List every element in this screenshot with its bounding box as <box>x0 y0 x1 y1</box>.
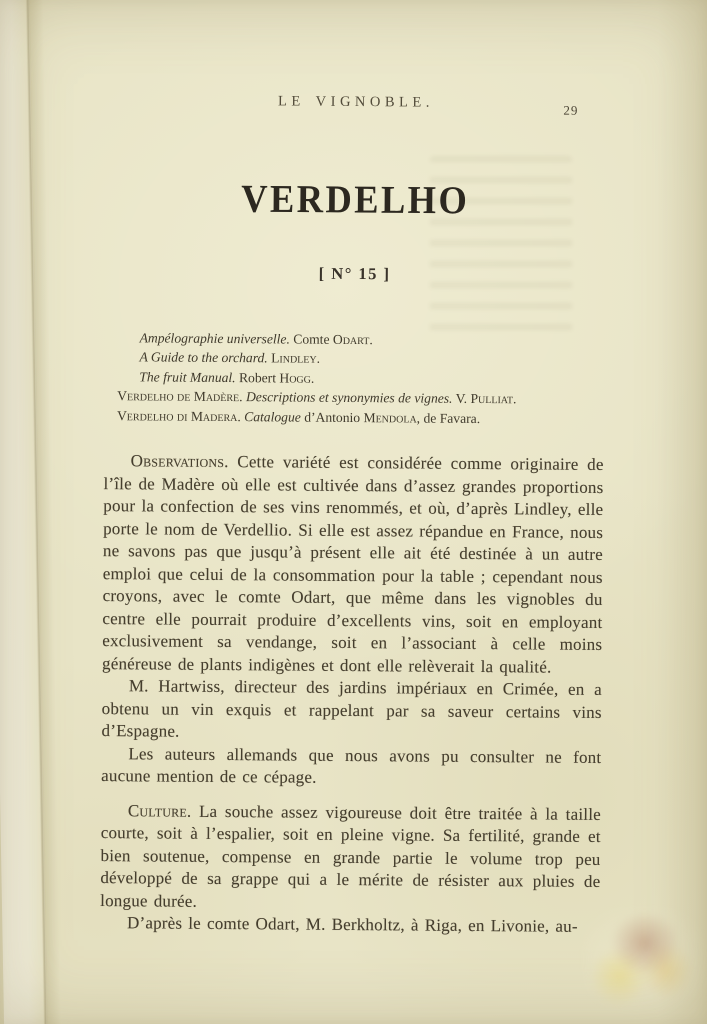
body-text <box>100 450 604 938</box>
paragraph-german-authors <box>101 743 601 792</box>
bib-lead: Verdelho di Madera. <box>116 407 241 424</box>
bib-tail: . <box>316 351 321 367</box>
paragraph-hartwiss <box>101 675 602 746</box>
bib-tail: . <box>369 332 373 348</box>
paragraph-lead-word: Culture. <box>127 800 192 821</box>
bib-author: Mendola <box>363 409 417 426</box>
bib-tail: . <box>310 370 315 386</box>
bib-connector: Comte <box>289 331 333 347</box>
bib-author: Hogg <box>279 370 311 386</box>
paragraph-culture <box>100 800 601 916</box>
running-header <box>2 91 707 114</box>
bib-connector: d’Antonio <box>300 409 364 425</box>
page-number: 29 <box>563 102 579 118</box>
bib-work-title: The fruit Manual. <box>139 369 236 385</box>
paragraph-text: M. Hartwiss, directeur des jardins impériaux en Crimée, en a obtenu un vin exquis et rappelant par sa saveur certains vins d’Espagne. <box>101 676 602 741</box>
paragraph-text: Cette variété est considérée comme originaire de l’île de Madère où elle est cultivée dans d’assez grandes proportions pour la confection de ses vins renommés, et où, d’après Lindley, elle porte le nom de Verdellio. Si elle est assez répandue en France, nous ne savons pas que jusqu’à présent elle ait été destinée à un autre emploi que celui de la consommation pour la table ; cependant nous croyons, avec le comte Odart, que même dans les vignobles du centre elle pourrait produire d’excellents vins, soit en employant exclusivement sa vendange, soit en l’associant à celle moins généreuse de plants indigènes et dont elle relèverait la qualité. <box>102 452 604 677</box>
running-title: LE VIGNOBLE. <box>278 93 434 111</box>
entry-number-label: [ N° 15 ] <box>318 263 391 284</box>
paragraph-text: Les auteurs allemands que nous avons pu consulter ne font aucune mention de ce cépage. <box>101 743 602 787</box>
paragraph-text: La souche assez vigoureuse doit être traitée à la taille courte, soit à l’espalier, soit en pleine vigne. Sa fertilité, grande et bien soutenue, compense en grande partie le volume trop peu développé de sa grappe qui a le mérite de résister aux pluies de longue durée. <box>100 801 601 911</box>
paragraph-odart-continuation <box>100 912 600 938</box>
bib-tail: . <box>513 391 517 407</box>
chapter-title: VERDELHO <box>241 177 470 223</box>
bib-tail: , de Favara. <box>416 410 481 426</box>
paragraph-text: D’après le comte Odart, M. Berkholtz, à Riga, en Livonie, au- <box>126 913 578 936</box>
bibliography-entry <box>117 406 603 429</box>
bib-lead: Verdelho de Madère. <box>117 388 243 405</box>
bib-connector: Robert <box>235 369 280 386</box>
bib-work-title: Ampélographie universelle. <box>139 330 290 347</box>
bib-connector: V. <box>452 391 471 407</box>
bib-work-title: Catalogue <box>240 408 301 425</box>
bib-work-title: Descriptions et synonymies de vignes. <box>242 389 453 407</box>
bib-author: Pulliat <box>470 391 514 407</box>
bib-work-title: A Guide to the orchard. <box>139 349 268 366</box>
bib-author: Odart <box>332 331 370 348</box>
paragraph-lead-word: Observations. <box>130 451 229 472</box>
bib-author: Lindley <box>271 350 317 367</box>
bibliography-list <box>117 328 604 429</box>
paragraph-observations <box>102 450 604 679</box>
